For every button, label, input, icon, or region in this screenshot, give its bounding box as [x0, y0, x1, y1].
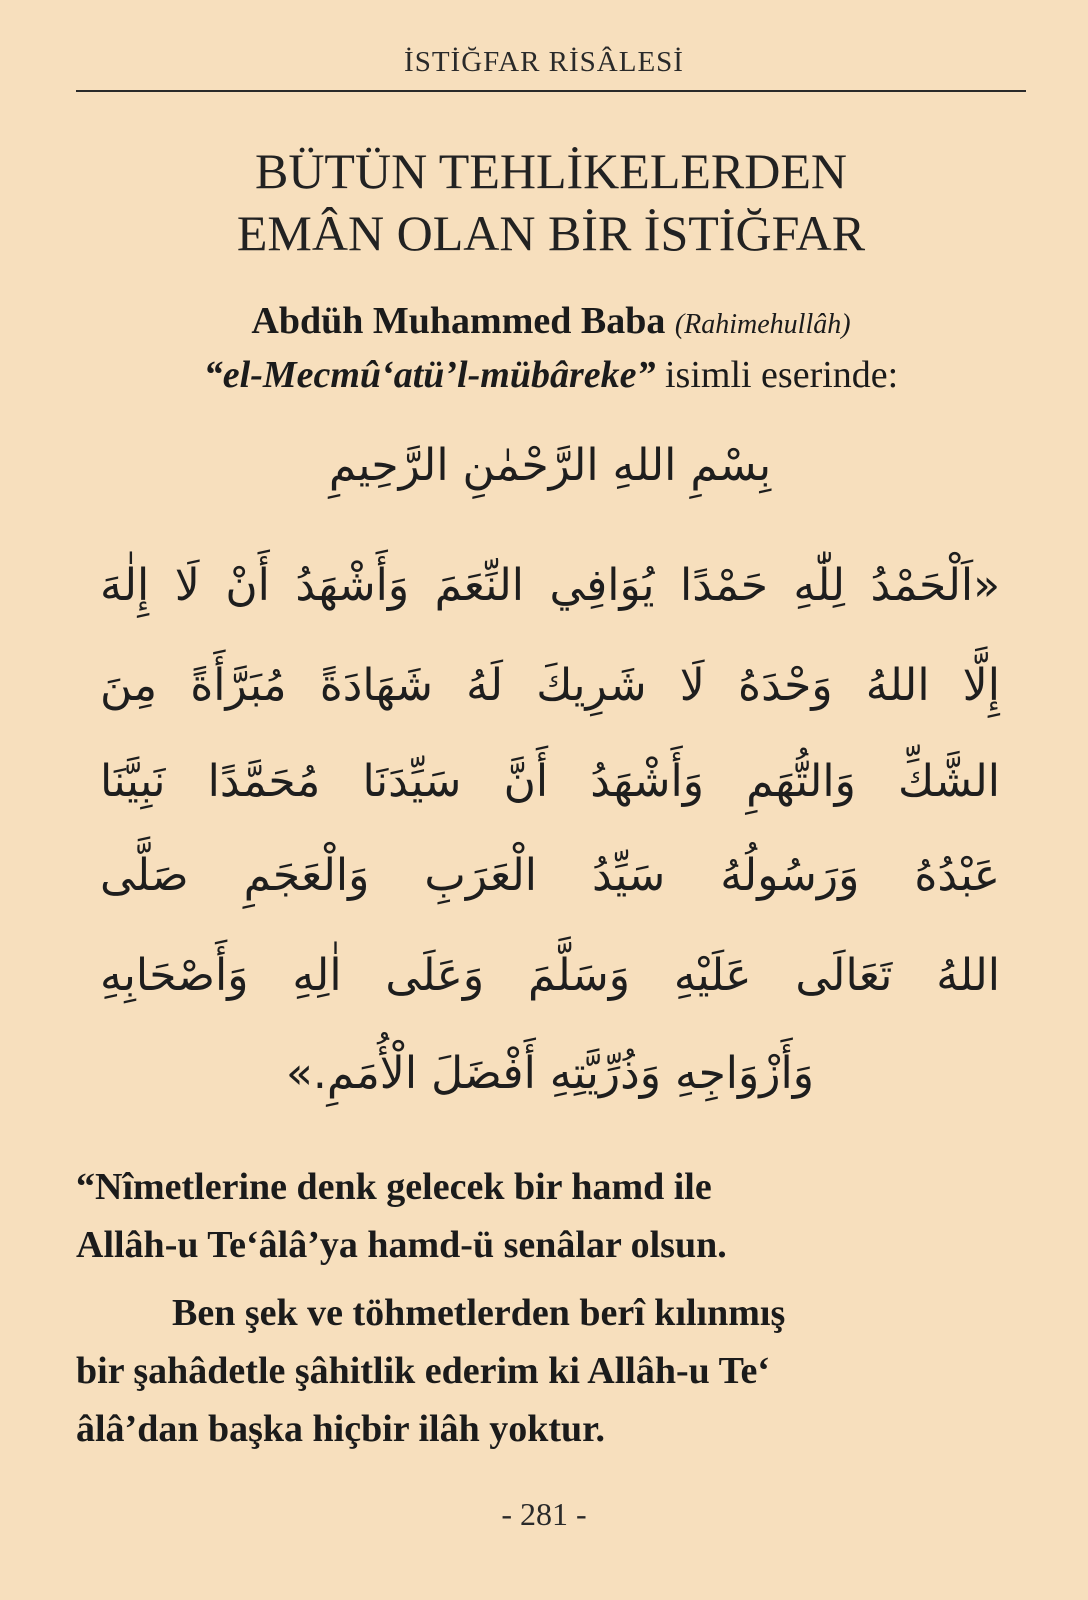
arabic-line-6: وَأَزْوَاجِهِ وَذُرِّيَّتِهِ أَفْضَلَ الْأُمَمِ.»	[286, 1048, 814, 1099]
translation-p1-line-1: “Nîmetlerine denk gelecek bir hamd ile	[76, 1166, 712, 1208]
header-rule	[76, 90, 1026, 92]
page-number: - 281 -	[501, 1496, 587, 1532]
arabic-line-1: «اَلْحَمْدُ لِلّٰهِ حَمْدًا يُوَافِي النِّعَمَ وَأَشْهَدُ أَنْ لَا إِلٰهَ	[100, 560, 1000, 611]
chapter-title-line-1: BÜTÜN TEHLİKELERDEN	[254, 143, 848, 199]
intro-suffix: isimli eserinde:	[664, 354, 899, 396]
arabic-line-2: إِلَّا اللهُ وَحْدَهُ لَا شَرِيكَ لَهُ شَهَادَةً مُبَرَّأَةً مِنَ	[100, 660, 1000, 711]
book-title: “el-Mecmû‘atü’l-mübâreke”	[203, 354, 656, 396]
arabic-line-3: الشَّكِّ وَالتُّهَمِ وَأَشْهَدُ أَنَّ سَيِّدَنَا مُحَمَّدًا نَبِيَّنَا	[100, 756, 1000, 807]
arabic-line-4: عَبْدُهُ وَرَسُولُهُ سَيِّدُ الْعَرَبِ وَالْعَجَمِ صَلَّى	[100, 850, 1000, 901]
author-name: Abdüh Muhammed Baba	[251, 300, 666, 342]
author-honorific: (Rahimehullâh)	[674, 309, 851, 340]
arabic-line-5: اللهُ تَعَالَى عَلَيْهِ وَسَلَّمَ وَعَلَى اٰلِهِ وَأَصْحَابِهِ	[100, 950, 1000, 1001]
translation-p2-line-2: bir şahâdetle şâhitlik ederim ki Allâh-u Te‘	[76, 1350, 770, 1392]
translation	[76, 1158, 1026, 1458]
translation-p2-line-1: Ben şek ve töhmetlerden berî kılınmış	[172, 1292, 786, 1334]
intro	[76, 296, 1026, 400]
translation-paragraph-2	[76, 1284, 1026, 1458]
translation-p2-line-3: âlâ’dan başka hiçbir ilâh yoktur.	[76, 1408, 606, 1450]
chapter-title	[76, 140, 1026, 264]
translation-paragraph-1	[76, 1158, 1026, 1274]
intro-line-1	[76, 296, 1026, 350]
translation-p1-line-2: Allâh-u Te‘âlâ’ya hamd-ü senâlar olsun.	[76, 1224, 727, 1266]
arabic-basmala: بِسْمِ اللهِ الرَّحْمٰنِ الرَّحِيمِ	[328, 440, 772, 491]
running-head: İSTİĞFAR RİSÂLESİ	[404, 46, 684, 78]
intro-line-2	[76, 350, 1026, 400]
chapter-title-line-2: EMÂN OLAN BİR İSTİĞFAR	[236, 205, 866, 261]
